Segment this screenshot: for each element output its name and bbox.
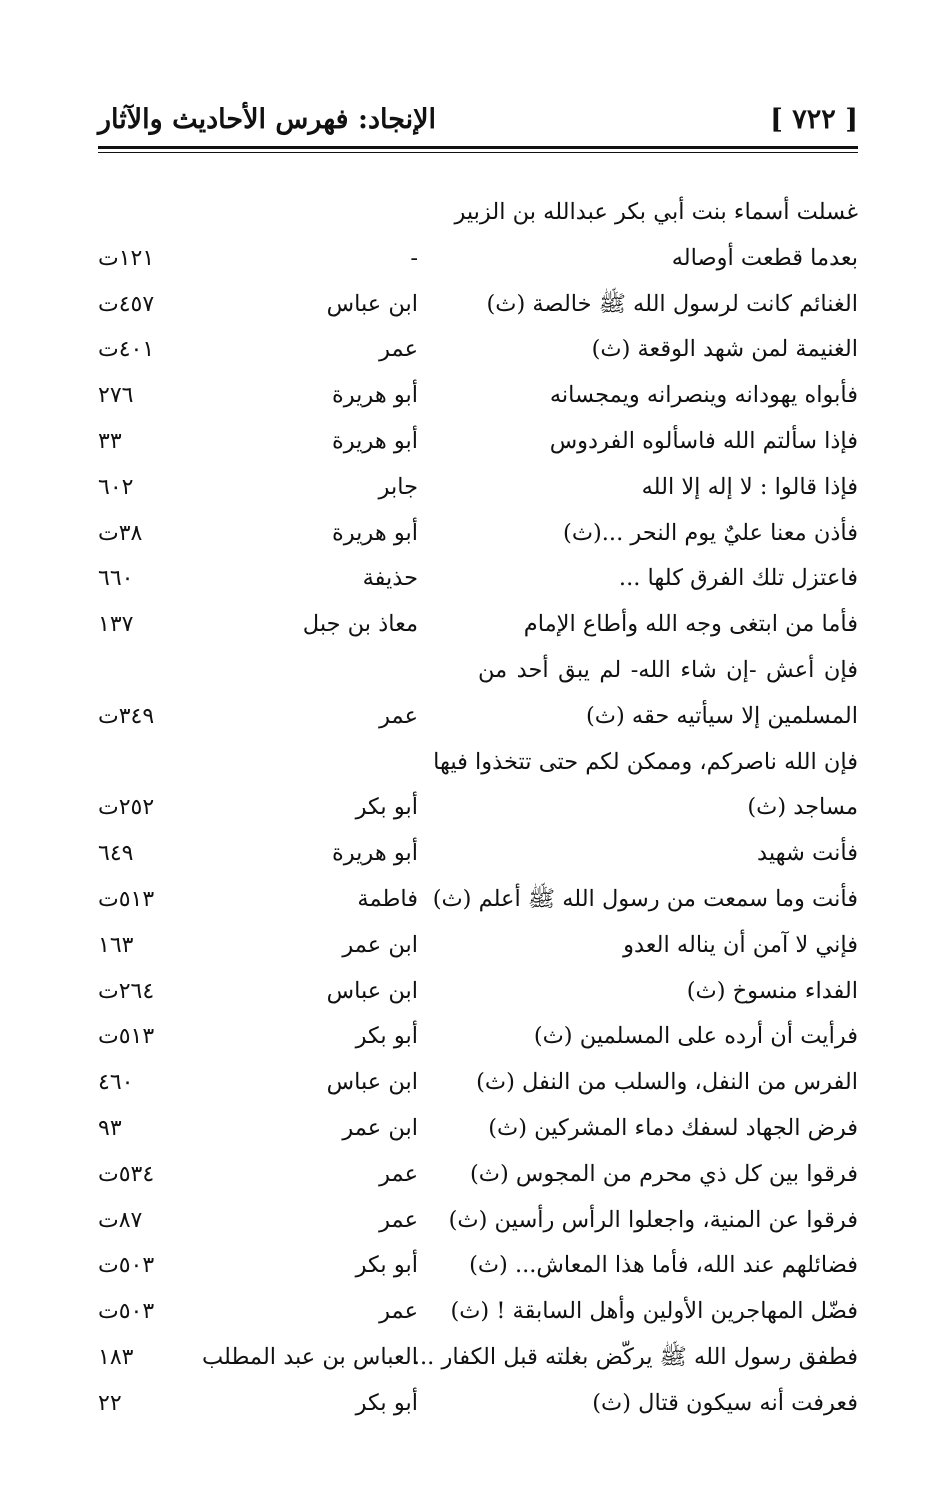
index-row — [0, 1289, 950, 1335]
narrator: معاذ بن جبل — [302, 611, 418, 638]
index-row — [0, 877, 950, 923]
narrator: ابن عباس — [326, 290, 418, 317]
narrator: أبو بكر — [355, 794, 418, 821]
reference-number: ٦٤٩ — [98, 841, 134, 867]
narrator: ابن عباس — [326, 977, 418, 1004]
hadith-text: فطفق رسول الله ﷺ يركّض بغلته قبل الكفار ... — [412, 1343, 858, 1370]
narrator: أبو هريرة — [331, 382, 418, 409]
index-row — [0, 465, 950, 511]
narrator: عمر — [379, 702, 418, 729]
narrator: أبو بكر — [355, 1252, 418, 1279]
page-header — [98, 98, 858, 144]
hadith-text: فأبواه يهودانه وينصرانه ويمجسانه — [549, 382, 858, 409]
hadith-text: الفرس من النفل، والسلب من النفل (ث) — [476, 1069, 858, 1096]
narrator: - — [410, 244, 418, 271]
reference-number: ٦٠٢ — [98, 474, 134, 500]
hadith-text: فأنت وما سمعت من رسول الله ﷺ أعلم (ث) — [432, 885, 858, 912]
narrator: عمر — [379, 1298, 418, 1325]
hadith-text: فضّل المهاجرين الأولين وأهل السابقة ! (ث) — [450, 1298, 858, 1325]
reference-number: ١٢١ت — [98, 245, 155, 271]
narrator: عمر — [379, 1206, 418, 1233]
reference-number: ٥٠٣ت — [98, 1299, 155, 1325]
hadith-text: غسلت أسماء بنت أبي بكر عبدالله بن الزبير — [454, 199, 858, 225]
index-row — [0, 327, 950, 373]
hadith-text: فرقوا بين كل ذي محرم من المجوس (ث) — [470, 1160, 858, 1187]
hadith-text: فإني لا آمن أن يناله العدو — [623, 931, 858, 958]
index-row — [0, 1198, 950, 1244]
index-row — [0, 1060, 950, 1106]
index-row — [0, 969, 950, 1015]
narrator: أبو هريرة — [331, 427, 418, 454]
hadith-text: مساجد (ث) — [747, 794, 858, 821]
hadith-text: فعرفت أنه سيكون قتال (ث) — [592, 1389, 858, 1416]
narrator: أبو بكر — [355, 1023, 418, 1050]
hadith-text: فإذا قالوا : لا إله إلا الله — [641, 473, 858, 500]
narrator: أبو هريرة — [331, 519, 418, 546]
index-row — [0, 1106, 950, 1152]
hadith-text: فإن الله ناصركم، وممكن لكم حتى تتخذوا فيها — [433, 748, 858, 775]
index-row — [0, 236, 950, 282]
index-row — [0, 694, 950, 740]
reference-number: ٣٣ — [98, 428, 122, 454]
narrator: العباس بن عبد المطلب — [201, 1343, 418, 1370]
hadith-text: فإن أعش -إن شاء الله- لم يبق أحد من — [478, 656, 858, 683]
reference-number: ٥٠٣ت — [98, 1253, 155, 1279]
index-row — [0, 373, 950, 419]
index-row — [0, 740, 950, 786]
narrator: فاطمة — [357, 885, 418, 912]
reference-number: ٥٣٤ت — [98, 1161, 155, 1187]
index-row — [0, 556, 950, 602]
index-row — [0, 831, 950, 877]
reference-number: ٥١٣ت — [98, 1024, 155, 1050]
narrator: جابر — [378, 473, 418, 500]
header-rule-thin — [98, 152, 858, 153]
index-row — [0, 1014, 950, 1060]
index-row — [0, 190, 950, 236]
index-row — [0, 1381, 950, 1427]
narrator: عمر — [379, 1160, 418, 1187]
hadith-text: فإذا سألتم الله فاسألوه الفردوس — [549, 427, 858, 454]
narrator: حذيفة — [362, 565, 418, 592]
reference-number: ٢٧٦ — [98, 383, 134, 409]
index-row — [0, 1335, 950, 1381]
reference-number: ٣٤٩ت — [98, 703, 155, 729]
reference-number: ٢٢ — [98, 1390, 122, 1416]
narrator: ابن عمر — [342, 931, 418, 958]
hadith-text: فاعتزل تلك الفرق كلها ... — [618, 565, 858, 592]
index-row — [0, 923, 950, 969]
reference-number: ٤٥٧ت — [98, 291, 155, 317]
reference-number: ٨٧ت — [98, 1207, 143, 1233]
index-row — [0, 419, 950, 465]
narrator: أبو بكر — [355, 1389, 418, 1416]
hadith-text: فأذن معنا عليٌ يوم النحر ...(ث) — [563, 519, 858, 546]
reference-number: ٢٦٤ت — [98, 978, 155, 1004]
hadith-text: فأنت شهيد — [757, 840, 858, 867]
page-number: [ ٧٢٢ ] — [770, 104, 858, 135]
hadith-text: فرأيت أن أرده على المسلمين (ث) — [533, 1023, 858, 1050]
index-row — [0, 648, 950, 694]
header-rule-thick — [98, 146, 858, 149]
index-row — [0, 282, 950, 328]
index-row — [0, 1243, 950, 1289]
running-title: الإنجاد: فهرس الأحاديث والآثار — [98, 104, 437, 135]
index-list — [0, 190, 950, 1427]
hadith-text: بعدما قطعت أوصاله — [671, 244, 858, 271]
narrator: عمر — [379, 336, 418, 363]
reference-number: ٦٦٠ — [98, 566, 134, 592]
reference-number: ١٦٣ — [98, 932, 134, 958]
hadith-text: المسلمين إلا سيأتيه حقه (ث) — [586, 702, 858, 729]
reference-number: ١٣٧ — [98, 612, 134, 638]
hadith-text: فضائلهم عند الله، فأما هذا المعاش... (ث) — [469, 1252, 858, 1279]
hadith-text: الغنيمة لمن شهد الوقعة (ث) — [591, 336, 858, 363]
hadith-text: الفداء منسوخ (ث) — [686, 977, 858, 1004]
hadith-text: فرقوا عن المنية، واجعلوا الرأس رأسين (ث) — [448, 1206, 858, 1233]
index-row — [0, 511, 950, 557]
narrator: ابن عباس — [326, 1069, 418, 1096]
reference-number: ٤٠١ت — [98, 337, 155, 363]
reference-number: ١٨٣ — [98, 1344, 134, 1370]
hadith-text: الغنائم كانت لرسول الله ﷺ خالصة (ث) — [486, 290, 858, 317]
reference-number: ٢٥٢ت — [98, 795, 155, 821]
index-row — [0, 1152, 950, 1198]
reference-number: ٩٣ — [98, 1115, 122, 1141]
hadith-text: فأما من ابتغى وجه الله وأطاع الإمام — [523, 611, 858, 638]
reference-number: ٥١٣ت — [98, 886, 155, 912]
reference-number: ٣٨ت — [98, 520, 143, 546]
reference-number: ٤٦٠ — [98, 1070, 134, 1096]
index-row — [0, 785, 950, 831]
index-row — [0, 602, 950, 648]
narrator: ابن عمر — [342, 1114, 418, 1141]
hadith-text: فرض الجهاد لسفك دماء المشركين (ث) — [488, 1114, 858, 1141]
narrator: أبو هريرة — [331, 840, 418, 867]
